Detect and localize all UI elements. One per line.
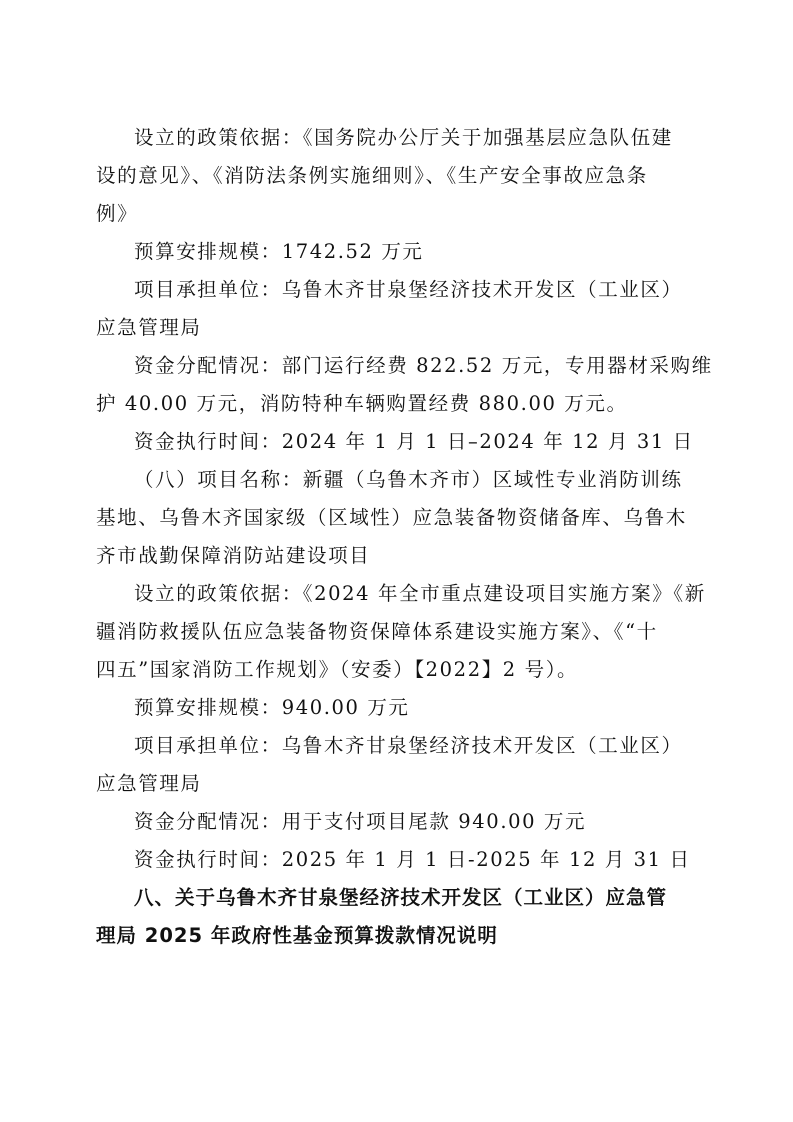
fund-allocation-2-line: 资金分配情况：用于支付项目尾款 940.00 万元 bbox=[134, 810, 587, 833]
policy-basis-2-line-3: 四五”国家消防工作规划》（安委）【2022】2 号）。 bbox=[96, 658, 579, 681]
section-heading-line-1: 八、关于乌鲁木齐甘泉堡经济技术开发区（工业区）应急管 bbox=[134, 886, 668, 909]
undertaking-unit-line-1: 项目承担单位：乌鲁木齐甘泉堡经济技术开发区（工业区） bbox=[134, 278, 683, 301]
project-name-line-1: （八）项目名称：新疆（乌鲁木齐市）区域性专业消防训练 bbox=[134, 468, 683, 491]
policy-basis-2-line-2: 疆消防救援队伍应急装备物资保障体系建设实施方案》、《“十 bbox=[96, 620, 658, 643]
execution-time-line: 资金执行时间：2024 年 1 月 1 日–2024 年 12 月 31 日 bbox=[134, 430, 694, 453]
policy-basis-line-3: 例》 bbox=[96, 202, 139, 225]
budget-scale-2-line: 预算安排规模：940.00 万元 bbox=[134, 696, 410, 719]
policy-basis-line-1: 设立的政策依据：《国务院办公厅关于加强基层应急队伍建 bbox=[134, 126, 673, 149]
fund-allocation-line-2: 护 40.00 万元，消防特种车辆购置经费 880.00 万元。 bbox=[96, 392, 628, 415]
policy-basis-2-line-1: 设立的政策依据：《2024 年全市重点建设项目实施方案》《新 bbox=[134, 582, 706, 605]
fund-allocation-line-1: 资金分配情况：部门运行经费 822.52 万元，专用器材采购维 bbox=[134, 354, 713, 377]
undertaking-unit-line-2: 应急管理局 bbox=[96, 316, 202, 339]
policy-basis-line-2: 设的意见》、《消防法条例实施细则》、《生产安全事故应急条 bbox=[96, 164, 648, 187]
project-name-line-3: 齐市战勤保障消防站建设项目 bbox=[96, 544, 371, 567]
undertaking-unit-2-line-2: 应急管理局 bbox=[96, 772, 202, 795]
section-heading-line-2: 理局 2025 年政府性基金预算拨款情况说明 bbox=[96, 924, 498, 947]
execution-time-2-line: 资金执行时间：2025 年 1 月 1 日-2025 年 12 月 31 日 bbox=[134, 848, 691, 871]
budget-scale-line: 预算安排规模：1742.52 万元 bbox=[134, 240, 424, 263]
undertaking-unit-2-line-1: 项目承担单位：乌鲁木齐甘泉堡经济技术开发区（工业区） bbox=[134, 734, 683, 757]
project-name-line-2: 基地、乌鲁木齐国家级（区域性）应急装备物资储备库、乌鲁木 bbox=[96, 506, 687, 529]
